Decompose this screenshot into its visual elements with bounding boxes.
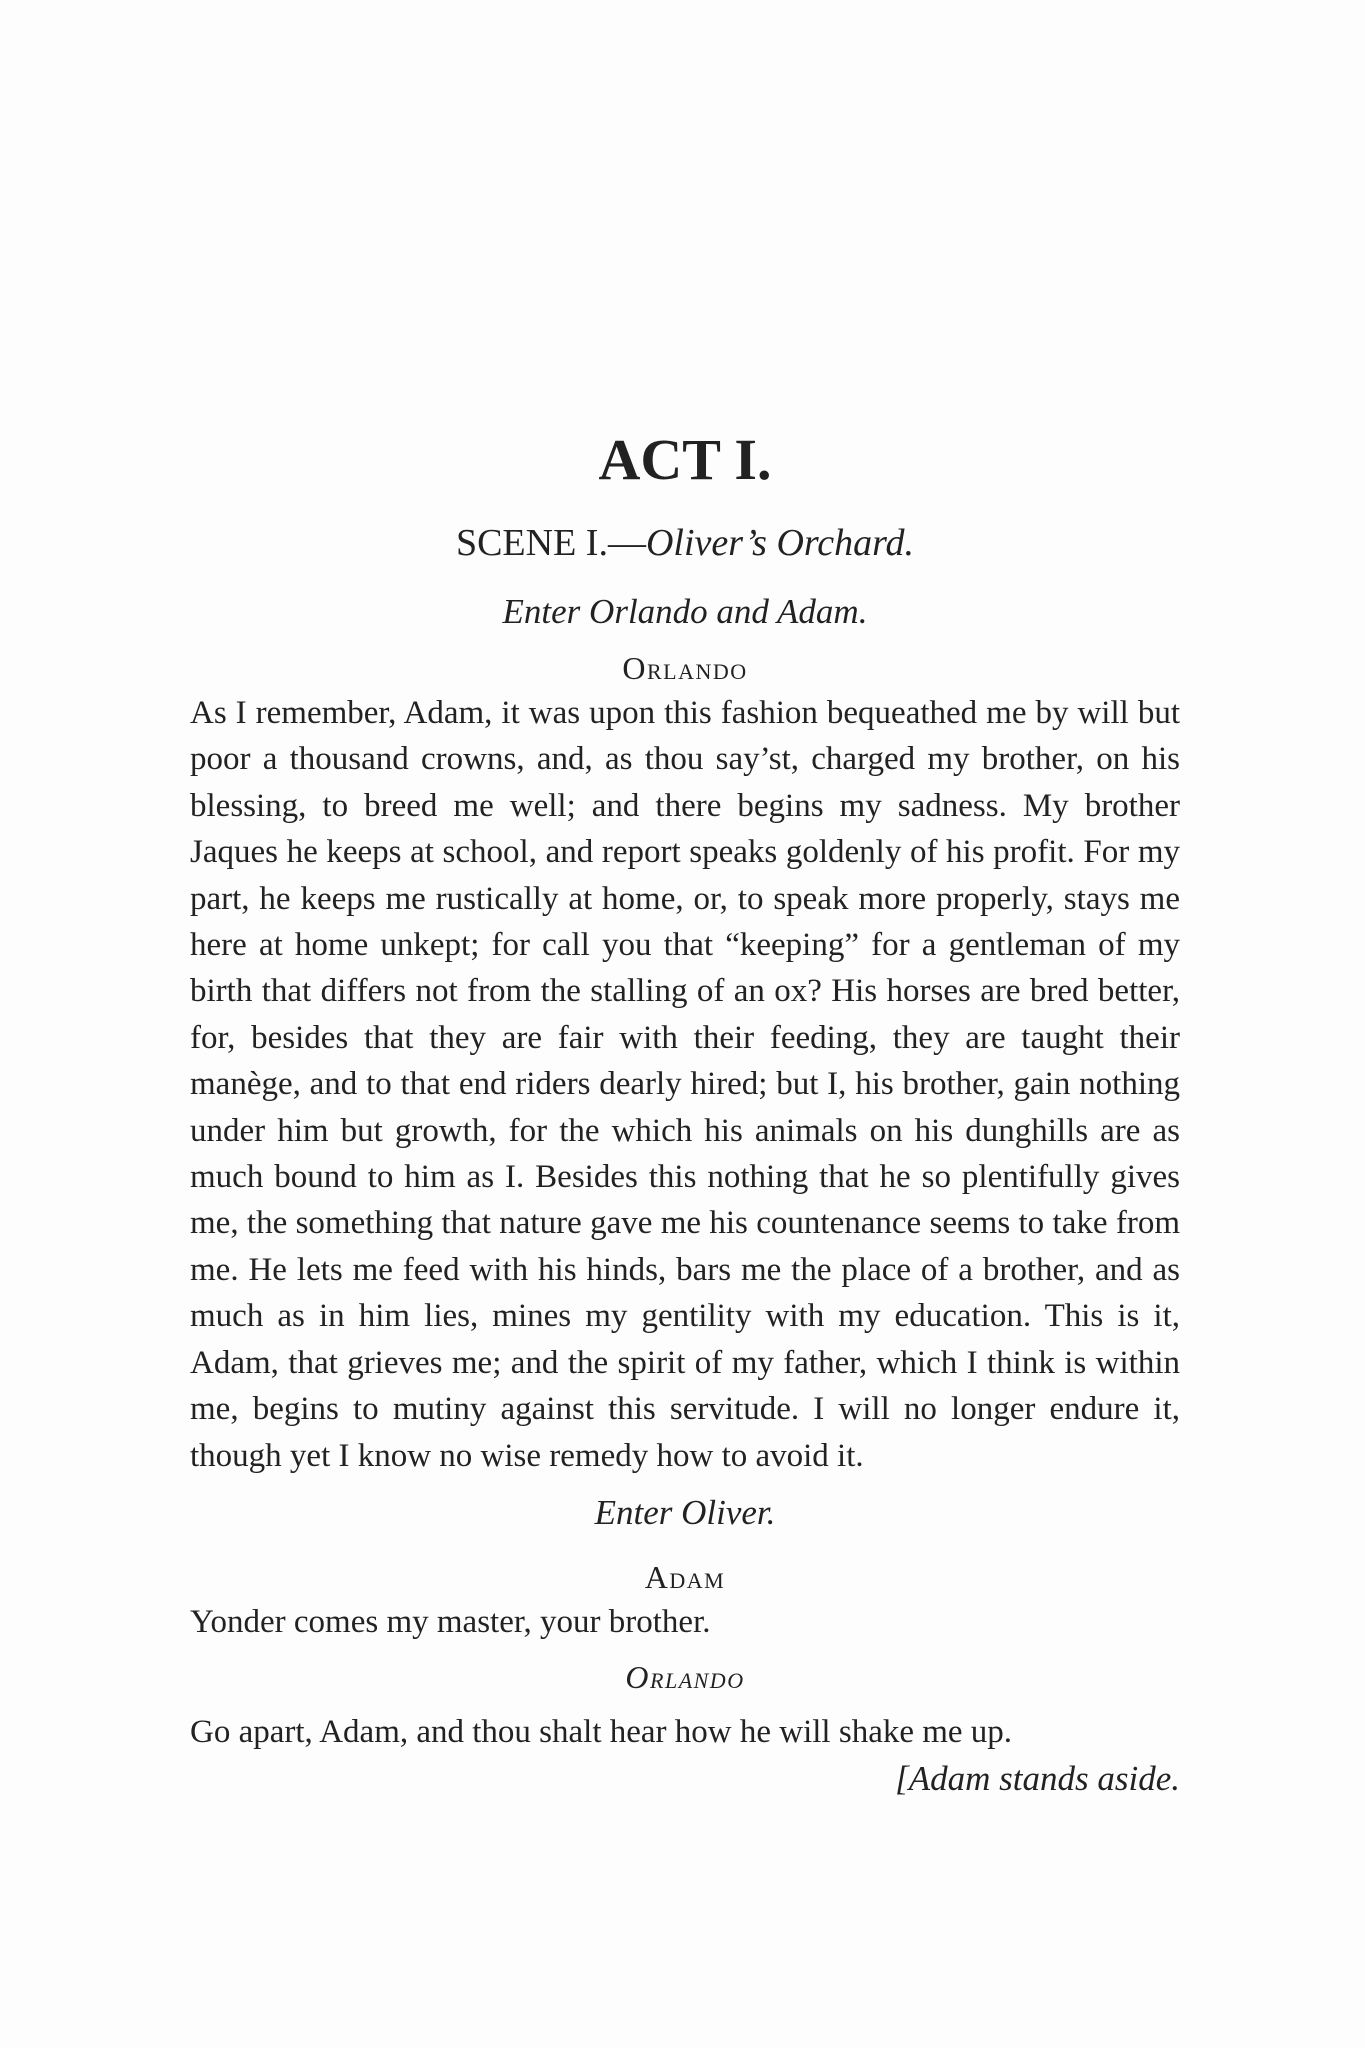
speech-orlando: As I remember, Adam, it was upon this fashion bequeathed me by will but poor a thousand crowns, and, as thou say’st, charged my brother, on his blessing, to breed me well; and there begins my sadness. My brother Jaques he keeps at school, and report speaks goldenly of his profit. For my part, he keeps me rustically at home, or, to speak more properly, stays me here at home unkept; for call you that “keeping” for a gentleman of my birth that differs not from the stalling of an ox? His horses are bred better, for, besides that they are fair with their feeding, they are taught their manège, and to that end riders dearly hired; but I, his brother, gain nothing under him but growth, for the which his animals on his dunghills are as much bound to him as I. Besides this nothing that he so plentifully gives me, the something that nature gave me his countenance seems to take from me. He lets me feed with his hinds, bars me the place of a brother, and as much as in him lies, mines my gentility with my education. This is it, Adam, that grieves me; and the spirit of my father, which I think is within me, begins to mutiny against this servitude. I will no longer endure it, though yet I know no wise remedy how to avoid it. bbox=[190, 695, 1180, 1474]
scene-heading bbox=[190, 518, 1180, 568]
stage-direction-entrance-oliver: Enter Oliver. bbox=[594, 1492, 776, 1532]
scene-place: Oliver’s Orchard. bbox=[645, 522, 915, 564]
act-title: ACT I. bbox=[598, 427, 772, 492]
speaker-name-orlando: Orlando bbox=[622, 650, 748, 686]
speech-orlando-2: Go apart, Adam, and thou shalt hear how he will shake me up. bbox=[190, 1714, 1013, 1751]
stage-direction-exit: [Adam stands aside. bbox=[895, 1758, 1180, 1798]
speech-adam: Yonder comes my master, your brother. bbox=[190, 1603, 711, 1640]
scene-label: SCENE I.— bbox=[455, 522, 646, 564]
speaker-name-adam: Adam bbox=[644, 1558, 726, 1595]
text-column bbox=[190, 420, 1180, 1802]
stage-direction-entrance: Enter Orlando and Adam. bbox=[502, 592, 868, 631]
speaker-name-orlando-2: Orlando bbox=[625, 1659, 745, 1696]
